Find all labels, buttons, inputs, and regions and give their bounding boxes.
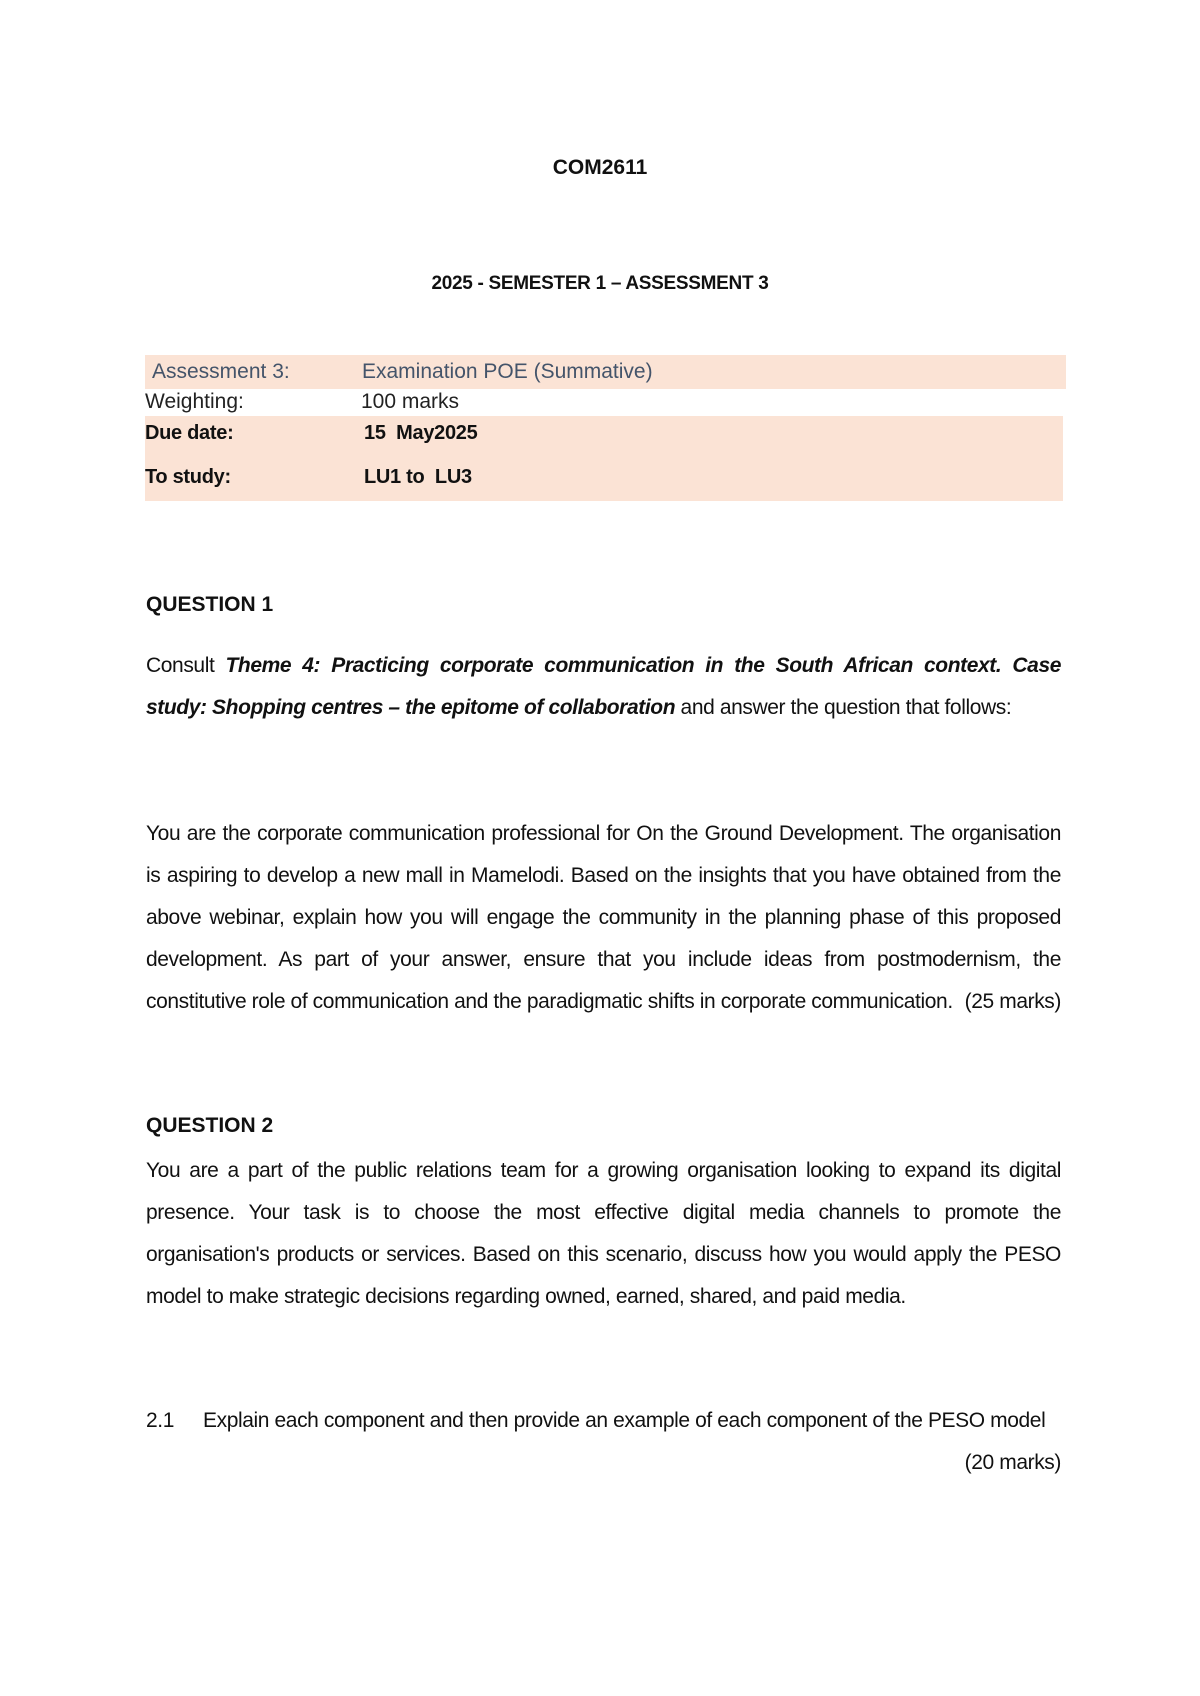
info-row-weighting xyxy=(145,389,1066,415)
assessment-label: Assessment 3: xyxy=(152,360,290,383)
to-study-row xyxy=(145,463,472,491)
due-date-row xyxy=(145,419,477,447)
question-2-1-text: Explain each component and then provide an example of each component of the PESO model xyxy=(203,1409,1046,1432)
weighting-value: 100 marks xyxy=(361,390,460,413)
to-study-value: LU1 to LU3 xyxy=(364,465,472,488)
question-2-1-text-block xyxy=(203,1400,1061,1474)
weighting-label: Weighting: xyxy=(145,390,244,413)
info-row-due-study xyxy=(145,416,1063,501)
due-date-label: Due date: xyxy=(145,421,234,444)
question-1-intro-emphasis: Theme 4: Practicing corporate communication in the South African context. Case study: Shopping centres – the epitome of collaboration xyxy=(146,654,1062,719)
to-study-label: To study: xyxy=(145,465,231,488)
info-row-assessment xyxy=(145,355,1066,389)
question-2-1-marks: (20 marks) xyxy=(964,1451,1061,1474)
course-code: COM2611 xyxy=(552,156,648,179)
due-date-value: 15 May2025 xyxy=(364,421,478,444)
assessment-title: 2025 - SEMESTER 1 – ASSESSMENT 3 xyxy=(431,273,769,294)
question-2-heading: QUESTION 2 xyxy=(146,1114,274,1137)
question-2-1-number: 2.1 xyxy=(146,1409,174,1432)
question-2-body: You are a part of the public relations team for a growing organisation looking to expand its digital presence. Your task is to choose the most effective digital media channels to promote the organisation's products or services. Based on this scenario, discuss how you would apply the PESO model to make strategic decisions regarding owned, earned, shared, and paid media. xyxy=(146,1159,1061,1308)
question-2-1 xyxy=(146,1400,1061,1484)
question-1-body xyxy=(146,813,1061,1023)
question-1-intro-prefix: Consult xyxy=(146,654,226,677)
assessment-value: Examination POE (Summative) xyxy=(362,360,653,383)
question-1-intro xyxy=(146,645,1061,729)
question-1-marks: (25 marks) xyxy=(964,990,1061,1013)
question-1-intro-suffix: and answer the question that follows: xyxy=(675,696,1012,719)
question-1-heading: QUESTION 1 xyxy=(146,593,274,616)
question-1-body-text: You are the corporate communication professional for On the Ground Development. The organisation is aspiring to develop a new mall in Mamelodi. Based on the insights that you have obtained from the above webinar, explain how you will engage the community in the planning phase of this proposed development. As part of your answer, ensure that you include ideas from postmodernism, the constitutive role of communication and the paradigmatic shifts in corporate communication. xyxy=(146,822,1061,1013)
